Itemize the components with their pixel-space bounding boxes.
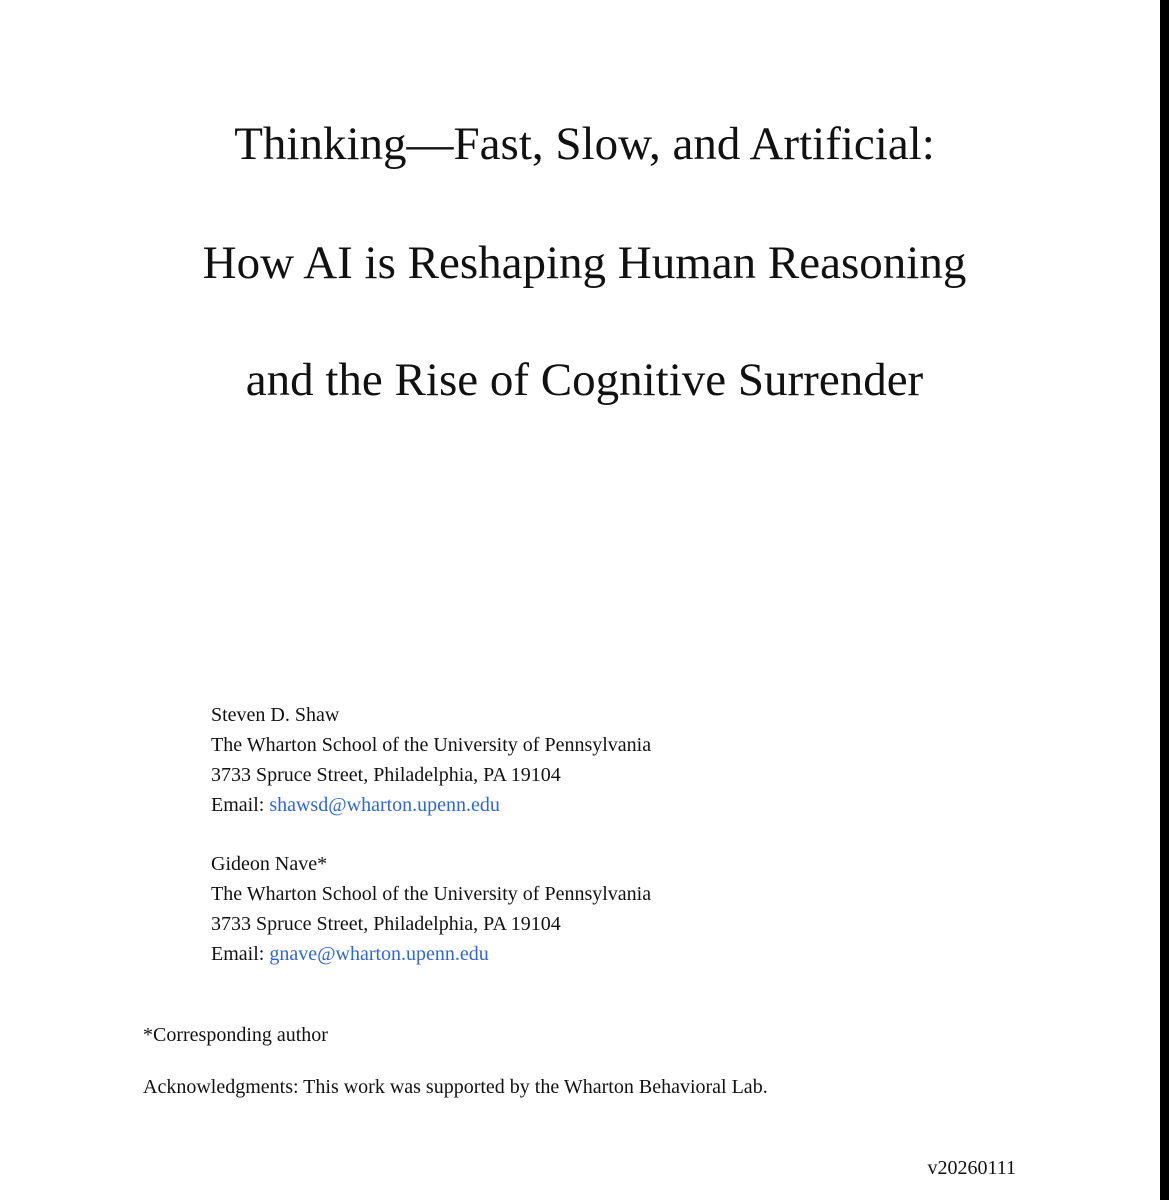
title-line-2: How AI is Reshaping Human Reasoning [202, 237, 967, 289]
author-name: Gideon Nave* [211, 853, 328, 875]
version-label: v20260111 [927, 1157, 1016, 1179]
acknowledgments: Acknowledgments: This work was supported by the Wharton Behavioral Lab. [143, 1076, 768, 1098]
title-line-1: Thinking—Fast, Slow, and Artificial: [234, 118, 935, 170]
corresponding-author-note: *Corresponding author [143, 1024, 328, 1046]
email-label: Email: [211, 794, 265, 816]
title-line-3: and the Rise of Cognitive Surrender [245, 354, 924, 406]
author-affiliation: The Wharton School of the University of Pennsylvania [211, 734, 652, 756]
author-email-line [211, 790, 651, 820]
author-address: 3733 Spruce Street, Philadelphia, PA 19104 [211, 913, 561, 935]
author-block-nave [211, 849, 651, 969]
author-affiliation: The Wharton School of the University of Pennsylvania [211, 883, 652, 905]
author-address: 3733 Spruce Street, Philadelphia, PA 19104 [211, 764, 561, 786]
email-label: Email: [211, 943, 265, 965]
author-name: Steven D. Shaw [211, 704, 340, 726]
email-link[interactable]: shawsd@wharton.upenn.edu [269, 794, 500, 816]
author-email-line [211, 939, 651, 969]
email-link[interactable]: gnave@wharton.upenn.edu [269, 943, 489, 965]
author-block-shaw [211, 700, 651, 820]
